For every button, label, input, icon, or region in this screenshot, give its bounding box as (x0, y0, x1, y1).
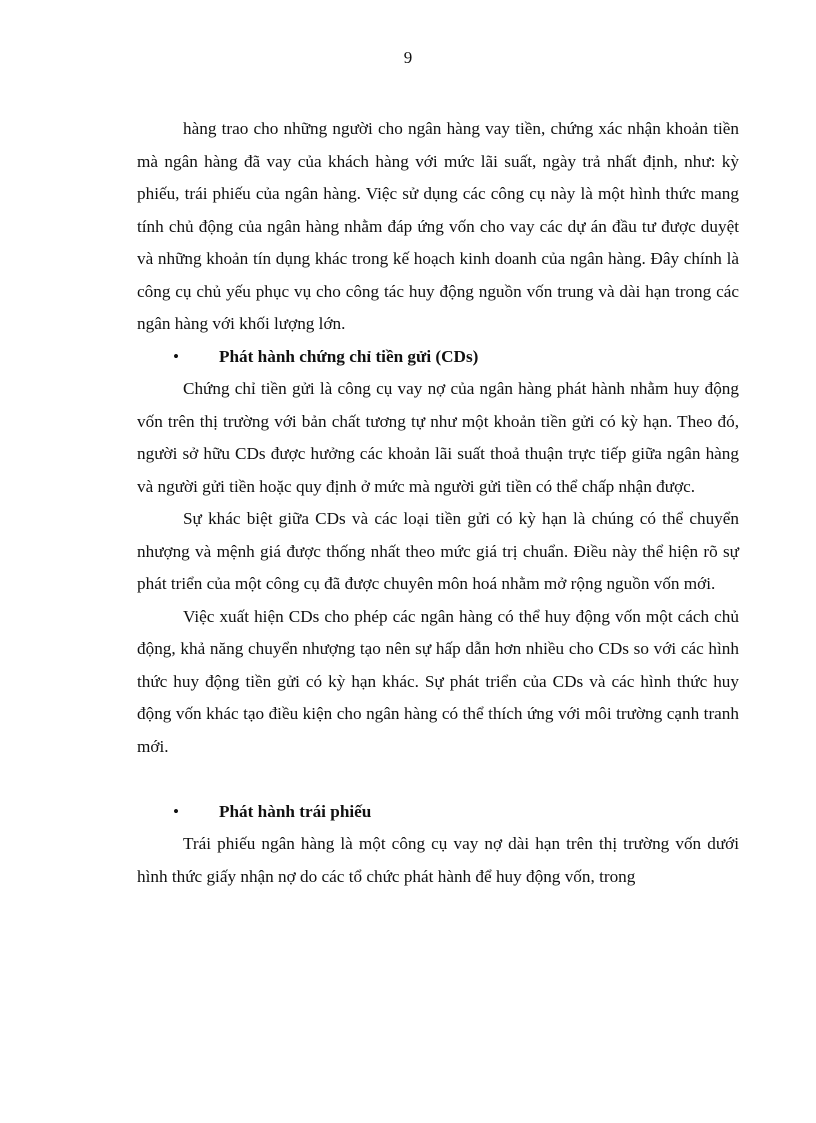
page-number: 9 (403, 48, 413, 67)
paragraph-bonds-definition: Trái phiếu ngân hàng là một công cụ vay nợ dài hạn trên thị trường vốn dưới hình thức giấy nhận nợ do các tổ chức phát hành để huy động vốn, trong (137, 834, 739, 886)
paragraph-cds-benefits: Việc xuất hiện CDs cho phép các ngân hàng có thể huy động vốn một cách chủ động, khả năng chuyển nhượng tạo nên sự hấp dẫn hơn nhiều cho CDs so với các hình thức huy động tiền gửi có kỳ hạn khác. Sự phát triển của CDs và các hình thức huy động vốn khác tạo điều kiện cho ngân hàng có thể thích ứng với môi trường cạnh tranh mới. (137, 606, 739, 756)
heading-text: Phát hành trái phiếu (219, 801, 372, 821)
heading-certificates-of-deposit (137, 341, 739, 374)
blank-line (137, 763, 739, 796)
paragraph-cds-difference: Sự khác biệt giữa CDs và các loại tiền gửi có kỳ hạn là chúng có thể chuyển nhượng và mệnh giá được thống nhất theo mức giá trị chuẩn. Điều này thể hiện rõ sự phát triển của một công cụ đã được chuyên môn hoá nhằm mở rộng nguồn vốn mới. (137, 509, 739, 593)
paragraph-cds-definition: Chứng chỉ tiền gửi là công cụ vay nợ của ngân hàng phát hành nhằm huy động vốn trên thị trường với bản chất tương tự như một khoản tiền gửi có kỳ hạn. Theo đó, người sở hữu CDs được hưởng các khoản lãi suất thoả thuận trực tiếp giữa ngân hàng và người gửi tiền hoặc quy định ở mức mà người gửi tiền có thể chấp nhận được. (137, 379, 739, 496)
heading-bonds (137, 796, 739, 829)
bullet-icon: • (173, 346, 180, 366)
heading-text: Phát hành chứng chỉ tiền gửi (CDs) (219, 346, 479, 366)
paragraph-bank-instruments: hàng trao cho những người cho ngân hàng vay tiền, chứng xác nhận khoản tiền mà ngân hàng đã vay của khách hàng với mức lãi suất, ngày trả nhất định, như: kỳ phiếu, trái phiếu của ngân hàng. Việc sử dụng các công cụ này là một hình thức mang tính chủ động của ngân hàng nhằm đáp ứng vốn cho vay các dự án đầu tư được duyệt và những khoản tín dụng khác trong kế hoạch kinh doanh của ngân hàng. Đây chính là công cụ chủ yếu phục vụ cho công tác huy động nguồn vốn trung và dài hạn trong các ngân hàng với khối lượng lớn. (137, 119, 739, 333)
bullet-icon: • (173, 801, 180, 821)
document-body (137, 113, 739, 893)
